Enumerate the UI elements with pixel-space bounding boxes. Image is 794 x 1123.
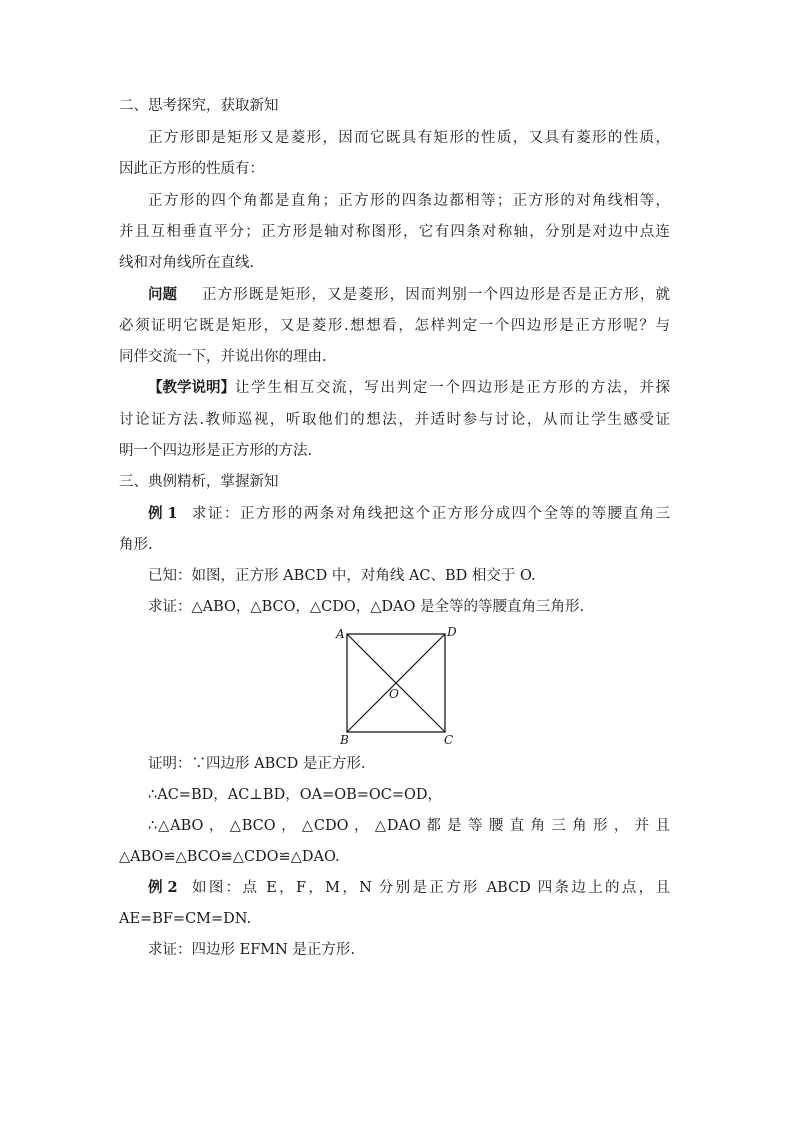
intro-line-1: 正方形即是矩形又是菱形，因而它既具有矩形的性质，又具有菱形的性质， <box>148 130 670 146</box>
vertex-c-label: C <box>444 733 454 747</box>
question-label: 问题 <box>148 286 177 303</box>
section3-heading: 三、典例精析，掌握新知 <box>119 474 279 490</box>
question-text-1: 正方形既是矩形，又是菱形，因而判别一个四边形是否是正方形，就 <box>202 287 670 303</box>
proof-line-4: △ABO≌△BCO≌△CDO≌△DAO. <box>119 849 340 865</box>
example2-line-1 <box>148 878 670 898</box>
property-line-3: 线和对角线所在直线. <box>119 255 255 271</box>
note-text-1: 让学生相互交流，写出判定一个四边形是正方形的方法，并探 <box>235 380 670 396</box>
example2-text-1: 如图：点 E，F，M，N 分别是正方形 ABCD 四条边上的点，且 <box>192 880 670 896</box>
proof-line-2: ∴AC=BD，AC⊥BD，OA=OB=OC=OD， <box>148 787 443 803</box>
example1-label: 例 1 <box>148 505 178 522</box>
vertex-b-label: B <box>340 733 349 747</box>
example2-line-2: AE=BF=CM=DN. <box>119 911 252 927</box>
given-statement: 已知：如图，正方形 ABCD 中，对角线 AC、BD 相交于 O. <box>148 568 536 584</box>
question-line-2: 必须证明它既是矩形，又是菱形.想想看，怎样判定一个四边形是正方形呢？与 <box>119 318 670 334</box>
example1-line-2: 角形. <box>119 537 153 553</box>
vertex-d-label: D <box>447 625 457 639</box>
proof-line-1: 证明：∵四边形 ABCD 是正方形. <box>148 756 366 772</box>
example1-line-1 <box>148 504 670 524</box>
example2-label: 例 2 <box>148 879 178 896</box>
note-line-1 <box>148 378 670 398</box>
question-line-3: 同伴交流一下，并说出你的理由. <box>119 349 327 365</box>
note-line-3: 明一个四边形是正方形的方法. <box>119 443 313 459</box>
note-label: 【教学说明】 <box>148 379 235 396</box>
intro-line-2: 因此正方形的性质有： <box>119 161 264 177</box>
section2-heading: 二、思考探究，获取新知 <box>119 98 279 114</box>
proof-line-3: ∴△ABO ， △BCO ， △CDO ， △DAO 都 是 等 腰 直 角 三 角 形 ， 并 且 <box>148 818 670 834</box>
center-o-label: O <box>389 687 399 701</box>
example1-text-1: 求证：正方形的两条对角线把这个正方形分成四个全等的等腰直角三 <box>192 506 670 522</box>
property-line-2: 并且互相垂直平分；正方形是轴对称图形，它有四条对称轴，分别是对边中点连 <box>119 224 670 240</box>
property-line-1: 正方形的四个角都是直角；正方形的四条边都相等；正方形的对角线相等， <box>148 193 670 209</box>
square-diagram <box>332 622 462 748</box>
vertex-a-label: A <box>336 627 345 641</box>
prove-statement: 求证：△ABO，△BCO，△CDO，△DAO 是全等的等腰直角三角形. <box>148 599 585 615</box>
question-line-1 <box>148 285 670 305</box>
example2-prove: 求证：四边形 EFMN 是正方形. <box>148 942 356 958</box>
note-line-2: 讨论证方法.教师巡视，听取他们的想法，并适时参与讨论，从而让学生感受证 <box>119 412 670 428</box>
